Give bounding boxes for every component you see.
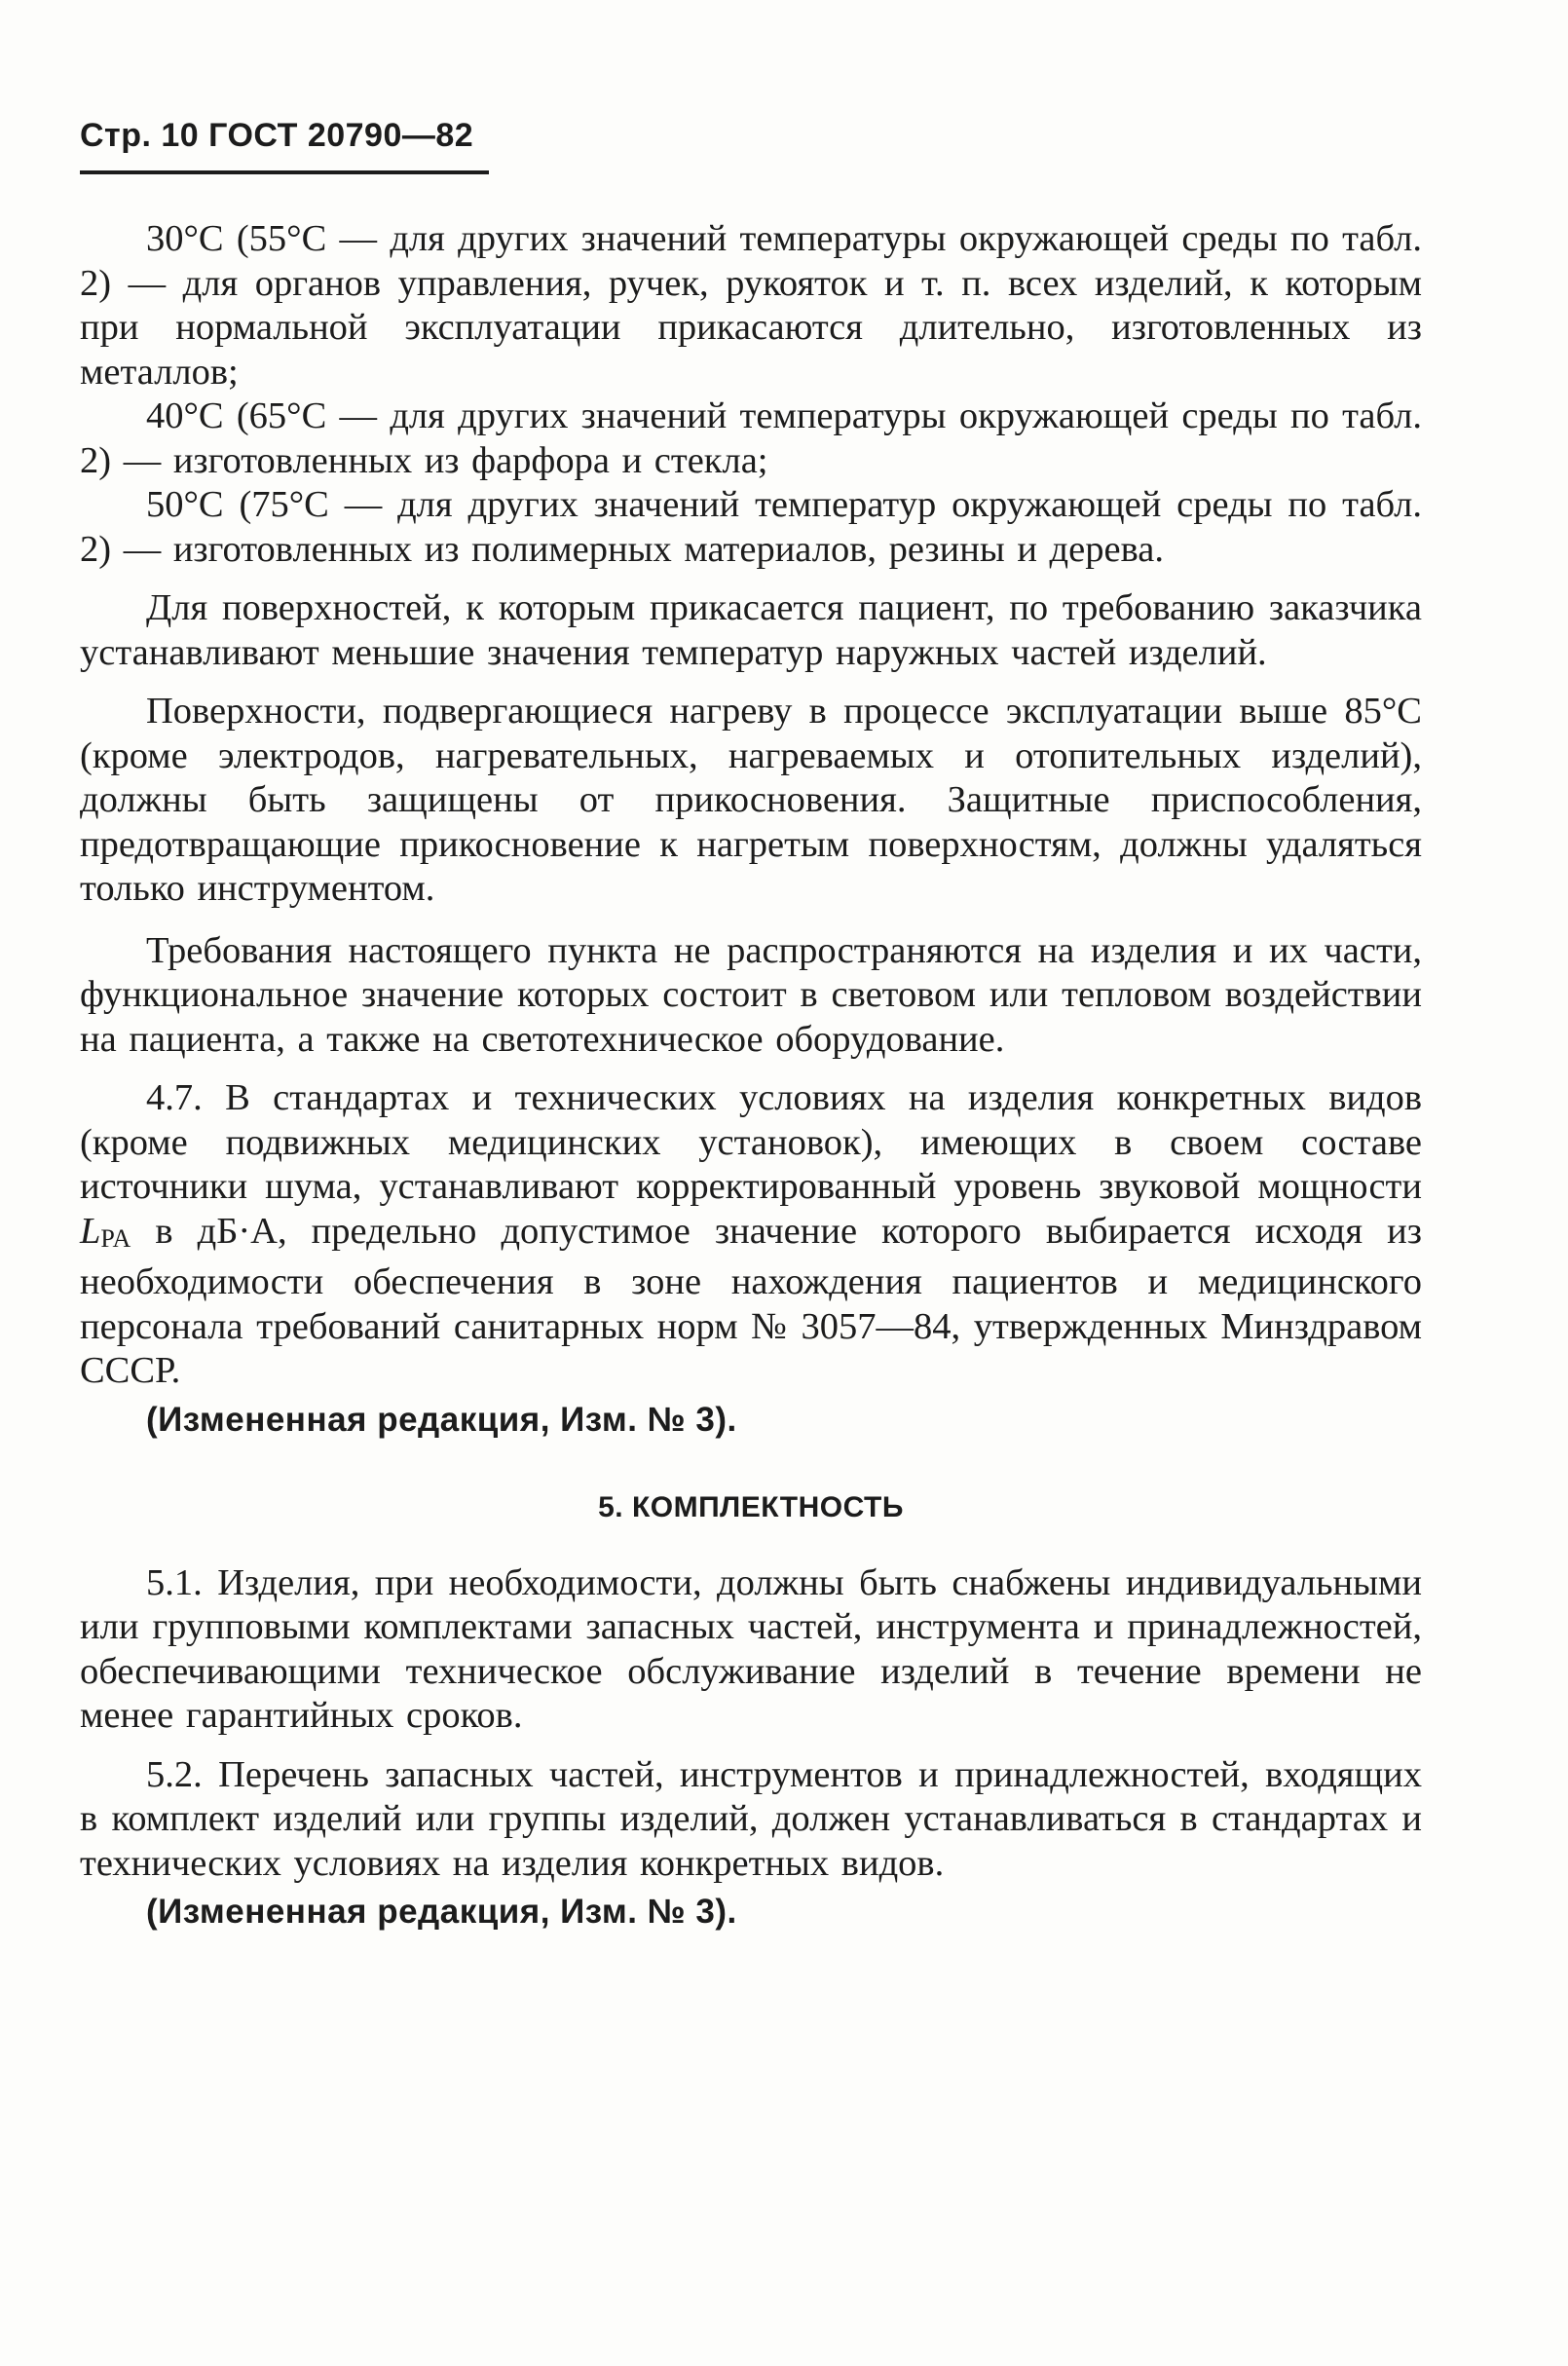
sound-power-symbol: L [80, 1210, 101, 1252]
amendment-note: (Измененная редакция, Изм. № 3). [146, 1400, 737, 1439]
paragraph-5-1: 5.1. Изделия, при необходимости, должны быть снабжены индивидуальными или групповыми комплектами запасных частей, инструмента и принадлежностей, обеспечивающими техническое обслуживание изделий в течение времени не менее гарантийных сроков. [80, 1561, 1422, 1736]
paragraph-temp-porcelain: 40°С (65°С — для других значений температуры окружающей среды по табл. 2) — изготовленных из фарфора и стекла; [80, 395, 1422, 481]
sound-power-subscript: PA [100, 1223, 131, 1253]
paragraph-temp-polymers: 50°С (75°С — для других значений температур окружающей среды по табл. 2) — изготовленных из полимерных материалов, резины и дерева. [80, 484, 1422, 570]
section-title: 5. КОМПЛЕКТНОСТЬ [598, 1490, 904, 1523]
paragraph-temp-metals: 30°С (55°С — для других значений температуры окружающей среды по табл. 2) — для органов управления, ручек, рукояток и т. п. всех изделий, к которым при нормальной эксплуатации прикасаются длительно, изготовленных из металлов; [80, 218, 1422, 393]
paragraph-patient-surfaces: Для поверхностей, к которым прикасается пациент, по требованию заказчика устанавливают меньшие значения температур наружных частей изделий. [80, 587, 1422, 673]
paragraph-exceptions: Требования настоящего пункта не распространяются на изделия и их части, функциональное значение которых состоит в световом или тепловом воздействии на пациента, а также на светотехническое оборудование. [80, 929, 1422, 1060]
amendment-note: (Измененная редакция, Изм. № 3). [146, 1893, 737, 1931]
paragraph-5-2: 5.2. Перечень запасных частей, инструментов и принадлежностей, входящих в комплект изделий или группы изделий, должен устанавливаться в стандартах и технических условиях на изделия конкретных видов. [80, 1753, 1422, 1884]
document-page [80, 117, 1422, 1934]
paragraph-4-7-text-b: в дБ·А, предельно допустимое значение которого выбирается исходя из необходимости обеспечения в зоне нахождения пациентов и медицинского персонала требований санитарных норм № 3057—84, утвержденных Минздравом СССР. [80, 1210, 1422, 1391]
paragraph-4-7-text-a: 4.7. В стандартах и технических условиях на изделия конкретных видов (кроме подвижных медицинских установок), имеющих в своем составе источники шума, устанавливают корректированный уровень звуковой мощности [80, 1077, 1422, 1207]
paragraph-4-7 [80, 1076, 1422, 1394]
page-header: Стр. 10 ГОСТ 20790—82 [80, 117, 489, 174]
paragraph-heated-surfaces: Поверхности, подвергающиеся нагреву в процессе эксплуатации выше 85°С (кроме электродов, нагревательных, нагреваемых и отопительных изделий), должны быть защищены от прикосновения. Защитные приспособления, предотвращающие прикосновение к нагретым поверхностям, должны удаляться только инструментом. [80, 691, 1422, 909]
